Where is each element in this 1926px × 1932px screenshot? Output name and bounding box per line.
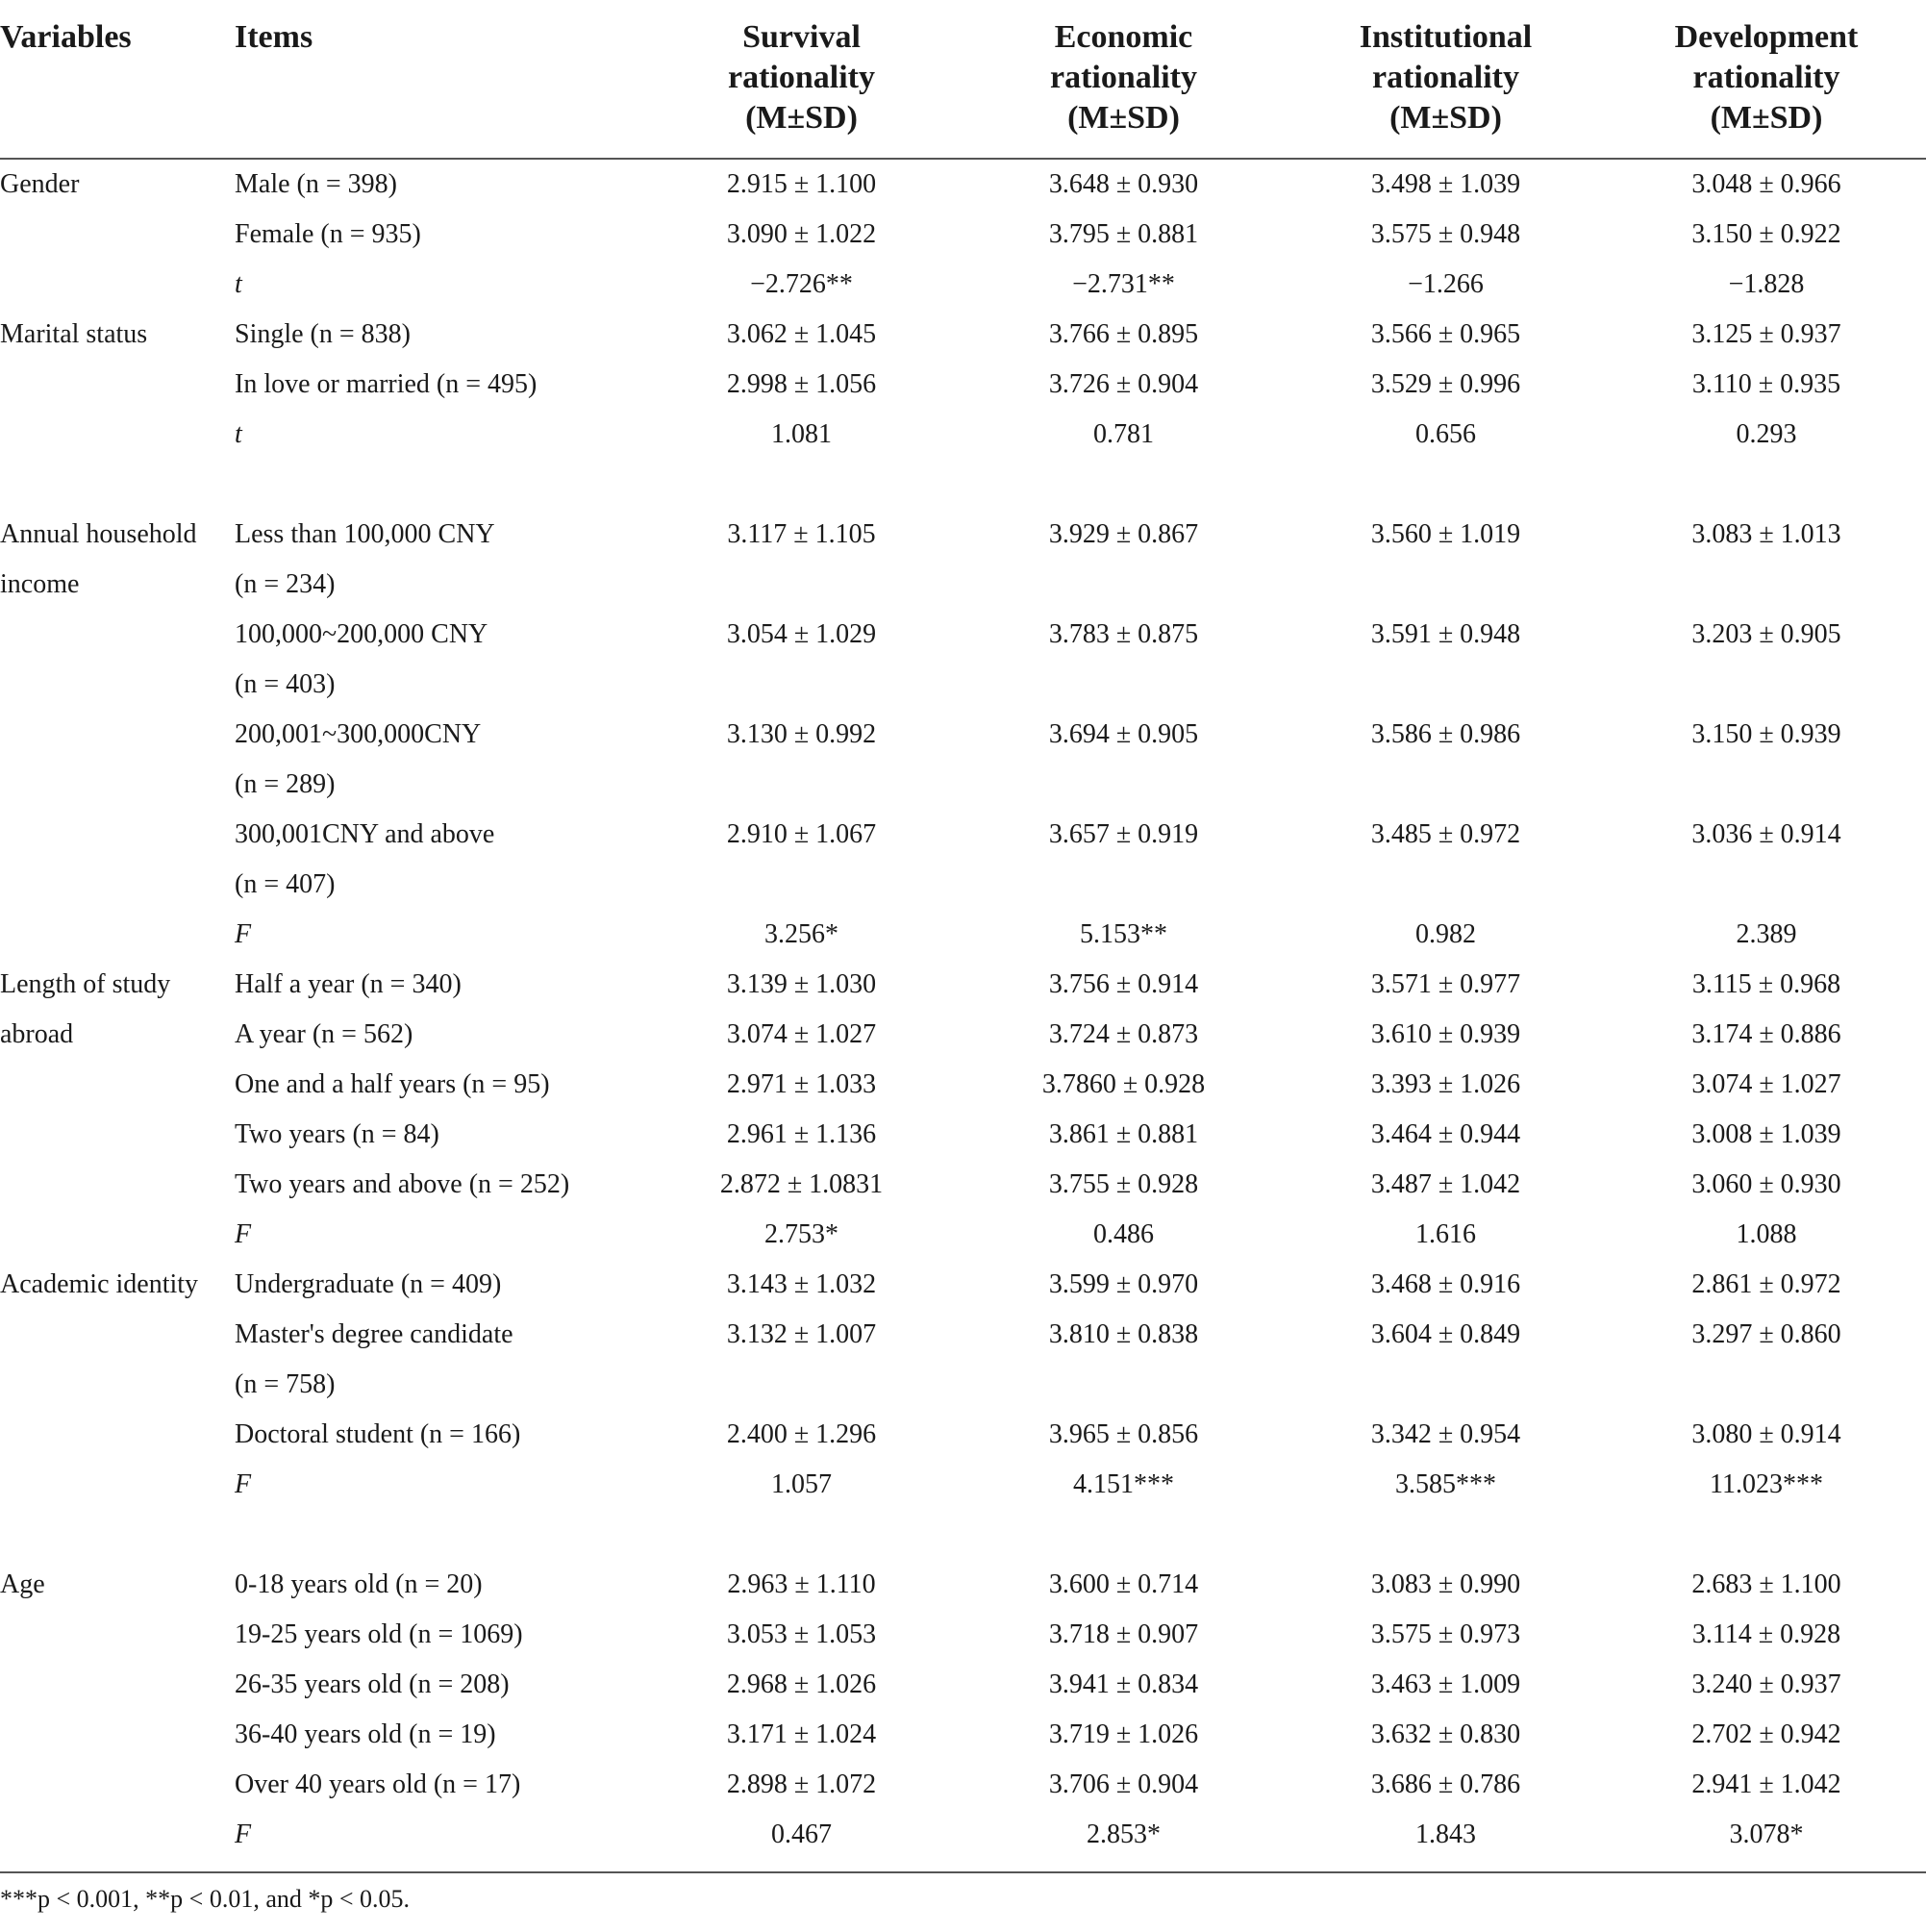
economic-value-cell: 3.648 ± 0.930 bbox=[1048, 169, 1199, 199]
economic-value-cell: 0.781 bbox=[1093, 419, 1154, 449]
variable-cell bbox=[0, 1060, 235, 1110]
table-row bbox=[0, 260, 1926, 310]
variable-cell bbox=[0, 1660, 235, 1710]
economic-value-cell: 2.853* bbox=[963, 1810, 1285, 1872]
institutional-value-cell: 3.604 ± 0.849 bbox=[1370, 1319, 1521, 1349]
table-row bbox=[0, 1110, 1926, 1160]
table-footnote: ***p < 0.001, **p < 0.01, and *p < 0.05. bbox=[0, 1885, 411, 1913]
table-row bbox=[0, 1010, 1926, 1060]
survival-value-cell: 2.961 ± 1.136 bbox=[726, 1119, 877, 1149]
variable-cell bbox=[0, 1610, 235, 1660]
institutional-value-cell: 0.656 bbox=[1415, 419, 1476, 449]
table-row bbox=[0, 610, 1926, 660]
institutional-value-cell bbox=[1285, 560, 1607, 610]
survival-value-cell: 3.139 ± 1.030 bbox=[726, 969, 877, 999]
variable-cell bbox=[0, 1410, 235, 1460]
statistic-label-cell: F bbox=[235, 919, 252, 949]
variable-cell: Length of study bbox=[0, 969, 171, 999]
economic-value-cell: 5.153** bbox=[1080, 919, 1167, 949]
survival-value-cell: 2.971 ± 1.033 bbox=[726, 1069, 877, 1099]
economic-value-cell: 3.766 ± 0.895 bbox=[1048, 319, 1199, 349]
economic-value-cell: 3.756 ± 0.914 bbox=[1048, 969, 1199, 999]
institutional-value-cell: 3.083 ± 0.990 bbox=[1370, 1569, 1521, 1599]
item-cell: 0-18 years old (n = 20) bbox=[235, 1569, 483, 1599]
development-value-cell bbox=[1607, 760, 1926, 810]
economic-value-cell: 3.719 ± 1.026 bbox=[1048, 1719, 1199, 1749]
development-value-cell: 3.074 ± 1.027 bbox=[1691, 1069, 1841, 1099]
economic-value-cell: 3.755 ± 0.928 bbox=[1048, 1169, 1199, 1199]
header-survival-line3: (M±SD) bbox=[745, 100, 858, 136]
survival-value-cell: 3.062 ± 1.045 bbox=[726, 319, 877, 349]
economic-value-cell bbox=[963, 760, 1285, 810]
variable-cell: Marital status bbox=[0, 319, 148, 349]
table-row bbox=[0, 1410, 1926, 1460]
development-value-cell: 3.297 ± 0.860 bbox=[1691, 1319, 1841, 1349]
variable-cell bbox=[0, 1810, 235, 1872]
survival-value-cell: 2.968 ± 1.026 bbox=[726, 1669, 877, 1699]
survival-value-cell: 2.400 ± 1.296 bbox=[726, 1419, 877, 1449]
spacer-row bbox=[0, 1510, 1926, 1560]
economic-value-cell: 3.599 ± 0.970 bbox=[1048, 1269, 1199, 1299]
header-institutional bbox=[1285, 0, 1607, 159]
variable-cell bbox=[0, 1110, 235, 1160]
item-cell: Undergraduate (n = 409) bbox=[235, 1269, 502, 1299]
survival-value-cell: 2.872 ± 1.0831 bbox=[719, 1169, 884, 1199]
survival-value-cell bbox=[640, 760, 963, 810]
institutional-value-cell: 0.982 bbox=[1415, 919, 1476, 949]
item-cell: (n = 403) bbox=[235, 669, 336, 699]
survival-value-cell: 3.143 ± 1.032 bbox=[726, 1269, 877, 1299]
variable-cell bbox=[0, 1460, 235, 1510]
institutional-value-cell: 3.463 ± 1.009 bbox=[1370, 1669, 1521, 1699]
development-value-cell: 3.125 ± 0.937 bbox=[1691, 319, 1841, 349]
institutional-value-cell: 3.566 ± 0.965 bbox=[1370, 319, 1521, 349]
survival-value-cell: 2.998 ± 1.056 bbox=[726, 369, 877, 399]
survival-value-cell: 3.132 ± 1.007 bbox=[726, 1319, 877, 1349]
variable-cell bbox=[0, 710, 235, 760]
survival-value-cell: 3.117 ± 1.105 bbox=[727, 519, 876, 549]
variable-cell: Age bbox=[0, 1569, 45, 1599]
table-row bbox=[0, 360, 1926, 410]
survival-value-cell: 2.898 ± 1.072 bbox=[726, 1769, 877, 1799]
institutional-value-cell bbox=[1285, 1360, 1607, 1410]
development-value-cell: 3.150 ± 0.922 bbox=[1691, 219, 1841, 249]
statistic-label-cell: t bbox=[235, 269, 242, 299]
table-row bbox=[0, 159, 1926, 210]
variable-cell: Gender bbox=[0, 169, 80, 199]
survival-value-cell: 3.090 ± 1.022 bbox=[726, 219, 877, 249]
item-cell: Over 40 years old (n = 17) bbox=[235, 1769, 521, 1799]
table-row bbox=[0, 1710, 1926, 1760]
survival-value-cell: 1.057 bbox=[771, 1469, 832, 1499]
survival-value-cell bbox=[640, 860, 963, 910]
header-economic bbox=[963, 0, 1285, 159]
table-row bbox=[0, 510, 1926, 560]
table-row bbox=[0, 810, 1926, 860]
variable-cell bbox=[0, 610, 235, 660]
economic-value-cell: 3.795 ± 0.881 bbox=[1048, 219, 1199, 249]
table-row bbox=[0, 560, 1926, 610]
institutional-value-cell: 3.586 ± 0.986 bbox=[1370, 719, 1521, 749]
institutional-value-cell: 3.575 ± 0.948 bbox=[1370, 219, 1521, 249]
development-value-cell: 3.083 ± 1.013 bbox=[1691, 519, 1841, 549]
development-value-cell: 0.293 bbox=[1736, 419, 1797, 449]
economic-value-cell: 3.706 ± 0.904 bbox=[1048, 1769, 1199, 1799]
table-row bbox=[0, 910, 1926, 960]
development-value-cell bbox=[1607, 660, 1926, 710]
development-value-cell: 2.861 ± 0.972 bbox=[1691, 1269, 1841, 1299]
statistic-label-cell: F bbox=[235, 1469, 252, 1499]
header-economic-line3: (M±SD) bbox=[1067, 100, 1180, 136]
table-row bbox=[0, 660, 1926, 710]
institutional-value-cell: 3.468 ± 0.916 bbox=[1370, 1269, 1521, 1299]
survival-value-cell: 3.054 ± 1.029 bbox=[726, 619, 877, 649]
variable-cell bbox=[0, 1710, 235, 1760]
economic-value-cell bbox=[963, 560, 1285, 610]
table-row bbox=[0, 210, 1926, 260]
development-value-cell: 3.110 ± 0.935 bbox=[1691, 369, 1841, 399]
institutional-value-cell: −1.266 bbox=[1408, 269, 1484, 299]
spacer-cell bbox=[0, 460, 1926, 510]
header-institutional-line1: Institutional bbox=[1359, 19, 1533, 55]
development-value-cell: 3.174 ± 0.886 bbox=[1691, 1019, 1841, 1049]
header-items: Items bbox=[235, 0, 640, 159]
header-economic-line1: Economic bbox=[1054, 19, 1193, 55]
variable-cell bbox=[0, 360, 235, 410]
development-value-cell: 3.008 ± 1.039 bbox=[1691, 1119, 1841, 1149]
table-body bbox=[0, 159, 1926, 1872]
institutional-value-cell: 3.529 ± 0.996 bbox=[1370, 369, 1521, 399]
variable-cell: income bbox=[0, 569, 80, 599]
development-value-cell: 3.114 ± 0.928 bbox=[1691, 1619, 1841, 1649]
economic-value-cell: 3.7860 ± 0.928 bbox=[1041, 1069, 1206, 1099]
institutional-value-cell bbox=[1285, 760, 1607, 810]
header-institutional-line2: rationality bbox=[1372, 60, 1519, 95]
development-value-cell: 2.702 ± 0.942 bbox=[1691, 1719, 1841, 1749]
item-cell: Single (n = 838) bbox=[235, 319, 411, 349]
variable-cell bbox=[0, 1160, 235, 1210]
economic-value-cell: 3.810 ± 0.838 bbox=[1048, 1319, 1199, 1349]
statistic-label-cell: F bbox=[235, 1810, 640, 1872]
variable-cell bbox=[0, 1360, 235, 1410]
variable-cell bbox=[0, 660, 235, 710]
variable-cell bbox=[0, 1310, 235, 1360]
economic-value-cell: 3.726 ± 0.904 bbox=[1048, 369, 1199, 399]
item-cell: 36-40 years old (n = 19) bbox=[235, 1719, 496, 1749]
item-cell: 26-35 years old (n = 208) bbox=[235, 1669, 510, 1699]
table-row bbox=[0, 1160, 1926, 1210]
header-development-line3: (M±SD) bbox=[1710, 100, 1823, 136]
item-cell: (n = 407) bbox=[235, 869, 336, 899]
header-development bbox=[1607, 0, 1926, 159]
survival-value-cell: 3.256* bbox=[764, 919, 838, 949]
survival-value-cell: 1.081 bbox=[771, 419, 832, 449]
institutional-value-cell: 3.487 ± 1.042 bbox=[1370, 1169, 1521, 1199]
institutional-value-cell: 3.464 ± 0.944 bbox=[1370, 1119, 1521, 1149]
institutional-value-cell: 3.686 ± 0.786 bbox=[1370, 1769, 1521, 1799]
development-value-cell: 3.048 ± 0.966 bbox=[1691, 169, 1841, 199]
table-row bbox=[0, 710, 1926, 760]
header-development-line1: Development bbox=[1674, 19, 1859, 55]
survival-value-cell bbox=[640, 660, 963, 710]
table-row bbox=[0, 1810, 1926, 1872]
development-value-cell: 2.683 ± 1.100 bbox=[1691, 1569, 1841, 1599]
item-cell: 300,001CNY and above bbox=[235, 819, 495, 849]
statistic-label-cell: t bbox=[235, 419, 242, 449]
item-cell: Master's degree candidate bbox=[235, 1319, 513, 1349]
institutional-value-cell: 3.585*** bbox=[1395, 1469, 1496, 1499]
item-cell: Doctoral student (n = 166) bbox=[235, 1419, 521, 1449]
table-row bbox=[0, 1060, 1926, 1110]
development-value-cell: 1.088 bbox=[1736, 1219, 1797, 1249]
institutional-value-cell: 3.342 ± 0.954 bbox=[1370, 1419, 1521, 1449]
table-row bbox=[0, 860, 1926, 910]
variable-cell bbox=[0, 410, 235, 460]
institutional-value-cell: 3.591 ± 0.948 bbox=[1370, 619, 1521, 649]
table-row bbox=[0, 1760, 1926, 1810]
economic-value-cell: 3.657 ± 0.919 bbox=[1048, 819, 1199, 849]
institutional-value-cell: 3.632 ± 0.830 bbox=[1370, 1719, 1521, 1749]
economic-value-cell bbox=[963, 860, 1285, 910]
header-institutional-line3: (M±SD) bbox=[1389, 100, 1502, 136]
institutional-value-cell: 3.575 ± 0.973 bbox=[1370, 1619, 1521, 1649]
header-development-line2: rationality bbox=[1692, 60, 1840, 95]
institutional-value-cell: 3.571 ± 0.977 bbox=[1370, 969, 1521, 999]
table-header bbox=[0, 0, 1926, 159]
header-survival bbox=[640, 0, 963, 159]
institutional-value-cell: 1.843 bbox=[1285, 1810, 1607, 1872]
institutional-value-cell: 3.498 ± 1.039 bbox=[1370, 169, 1521, 199]
item-cell: Male (n = 398) bbox=[235, 169, 397, 199]
table-row bbox=[0, 960, 1926, 1010]
item-cell: One and a half years (n = 95) bbox=[235, 1069, 550, 1099]
item-cell: Female (n = 935) bbox=[235, 219, 421, 249]
development-value-cell bbox=[1607, 860, 1926, 910]
variable-cell bbox=[0, 760, 235, 810]
development-value-cell: 3.078* bbox=[1607, 1810, 1926, 1872]
variable-cell bbox=[0, 860, 235, 910]
development-value-cell: 3.060 ± 0.930 bbox=[1691, 1169, 1841, 1199]
header-survival-line2: rationality bbox=[728, 60, 875, 95]
table-row bbox=[0, 1310, 1926, 1360]
economic-value-cell: 3.965 ± 0.856 bbox=[1048, 1419, 1199, 1449]
survival-value-cell: 3.053 ± 1.053 bbox=[726, 1619, 877, 1649]
table-row bbox=[0, 310, 1926, 360]
item-cell: (n = 234) bbox=[235, 569, 336, 599]
item-cell: Half a year (n = 340) bbox=[235, 969, 462, 999]
variable-cell bbox=[0, 810, 235, 860]
variable-cell: abroad bbox=[0, 1019, 74, 1049]
spacer-cell bbox=[0, 1510, 1926, 1560]
table-row bbox=[0, 1610, 1926, 1660]
variable-cell: Annual household bbox=[0, 519, 197, 549]
survival-value-cell: 0.467 bbox=[640, 1810, 963, 1872]
economic-value-cell: 3.941 ± 0.834 bbox=[1048, 1669, 1199, 1699]
development-value-cell bbox=[1607, 560, 1926, 610]
economic-value-cell bbox=[963, 1360, 1285, 1410]
header-economic-line2: rationality bbox=[1050, 60, 1197, 95]
economic-value-cell: 0.486 bbox=[1093, 1219, 1154, 1249]
economic-value-cell: 3.724 ± 0.873 bbox=[1048, 1019, 1199, 1049]
survival-value-cell: 2.910 ± 1.067 bbox=[726, 819, 877, 849]
development-value-cell: 3.036 ± 0.914 bbox=[1691, 819, 1841, 849]
development-value-cell: 3.115 ± 0.968 bbox=[1691, 969, 1841, 999]
variable-cell bbox=[0, 1210, 235, 1260]
economic-value-cell: −2.731** bbox=[1072, 269, 1175, 299]
statistic-label-cell: F bbox=[235, 1219, 252, 1249]
item-cell: A year (n = 562) bbox=[235, 1019, 413, 1049]
economic-value-cell: 3.694 ± 0.905 bbox=[1048, 719, 1199, 749]
survival-value-cell bbox=[640, 1360, 963, 1410]
variable-cell bbox=[0, 1760, 235, 1810]
header-variables: Variables bbox=[0, 0, 235, 159]
table-row bbox=[0, 760, 1926, 810]
item-cell: (n = 758) bbox=[235, 1369, 336, 1399]
economic-value-cell bbox=[963, 660, 1285, 710]
item-cell: Two years and above (n = 252) bbox=[235, 1169, 570, 1199]
economic-value-cell: 3.600 ± 0.714 bbox=[1048, 1569, 1199, 1599]
item-cell: Less than 100,000 CNY bbox=[235, 519, 495, 549]
development-value-cell bbox=[1607, 1360, 1926, 1410]
development-value-cell: 11.023*** bbox=[1710, 1469, 1823, 1499]
economic-value-cell: 3.718 ± 0.907 bbox=[1048, 1619, 1199, 1649]
survival-value-cell: 3.171 ± 1.024 bbox=[726, 1719, 877, 1749]
institutional-value-cell bbox=[1285, 660, 1607, 710]
survival-value-cell bbox=[640, 560, 963, 610]
variable-cell bbox=[0, 910, 235, 960]
development-value-cell: −1.828 bbox=[1728, 269, 1805, 299]
economic-value-cell: 3.929 ± 0.867 bbox=[1048, 519, 1199, 549]
variable-cell: Academic identity bbox=[0, 1269, 199, 1299]
header-survival-line1: Survival bbox=[742, 19, 861, 55]
item-cell: (n = 289) bbox=[235, 769, 336, 799]
survival-value-cell: 2.753* bbox=[764, 1219, 838, 1249]
table-row bbox=[0, 1260, 1926, 1310]
table-row bbox=[0, 1460, 1926, 1510]
institutional-value-cell: 3.610 ± 0.939 bbox=[1370, 1019, 1521, 1049]
institutional-value-cell: 1.616 bbox=[1415, 1219, 1476, 1249]
item-cell: 19-25 years old (n = 1069) bbox=[235, 1619, 523, 1649]
table-row bbox=[0, 410, 1926, 460]
survival-value-cell: −2.726** bbox=[750, 269, 853, 299]
institutional-value-cell: 3.560 ± 1.019 bbox=[1370, 519, 1521, 549]
economic-value-cell: 3.861 ± 0.881 bbox=[1048, 1119, 1199, 1149]
table-row bbox=[0, 1660, 1926, 1710]
institutional-value-cell: 3.485 ± 0.972 bbox=[1370, 819, 1521, 849]
variable-cell bbox=[0, 210, 235, 260]
institutional-value-cell: 3.393 ± 1.026 bbox=[1370, 1069, 1521, 1099]
item-cell: Two years (n = 84) bbox=[235, 1119, 439, 1149]
economic-value-cell: 3.783 ± 0.875 bbox=[1048, 619, 1199, 649]
survival-value-cell: 2.963 ± 1.110 bbox=[727, 1569, 876, 1599]
table-row bbox=[0, 1560, 1926, 1610]
economic-value-cell: 4.151*** bbox=[1073, 1469, 1174, 1499]
institutional-value-cell bbox=[1285, 860, 1607, 910]
spacer-row bbox=[0, 460, 1926, 510]
variable-cell bbox=[0, 260, 235, 310]
table-row bbox=[0, 1360, 1926, 1410]
development-value-cell: 3.080 ± 0.914 bbox=[1691, 1419, 1841, 1449]
development-value-cell: 3.203 ± 0.905 bbox=[1691, 619, 1841, 649]
survival-value-cell: 3.074 ± 1.027 bbox=[726, 1019, 877, 1049]
development-value-cell: 3.150 ± 0.939 bbox=[1691, 719, 1841, 749]
table-row bbox=[0, 1210, 1926, 1260]
development-value-cell: 3.240 ± 0.937 bbox=[1691, 1669, 1841, 1699]
development-value-cell: 2.389 bbox=[1736, 919, 1797, 949]
item-cell: In love or married (n = 495) bbox=[235, 369, 538, 399]
development-value-cell: 2.941 ± 1.042 bbox=[1691, 1769, 1841, 1799]
item-cell: 200,001~300,000CNY bbox=[235, 719, 482, 749]
item-cell: 100,000~200,000 CNY bbox=[235, 619, 488, 649]
survival-value-cell: 2.915 ± 1.100 bbox=[726, 169, 877, 199]
survival-value-cell: 3.130 ± 0.992 bbox=[726, 719, 877, 749]
